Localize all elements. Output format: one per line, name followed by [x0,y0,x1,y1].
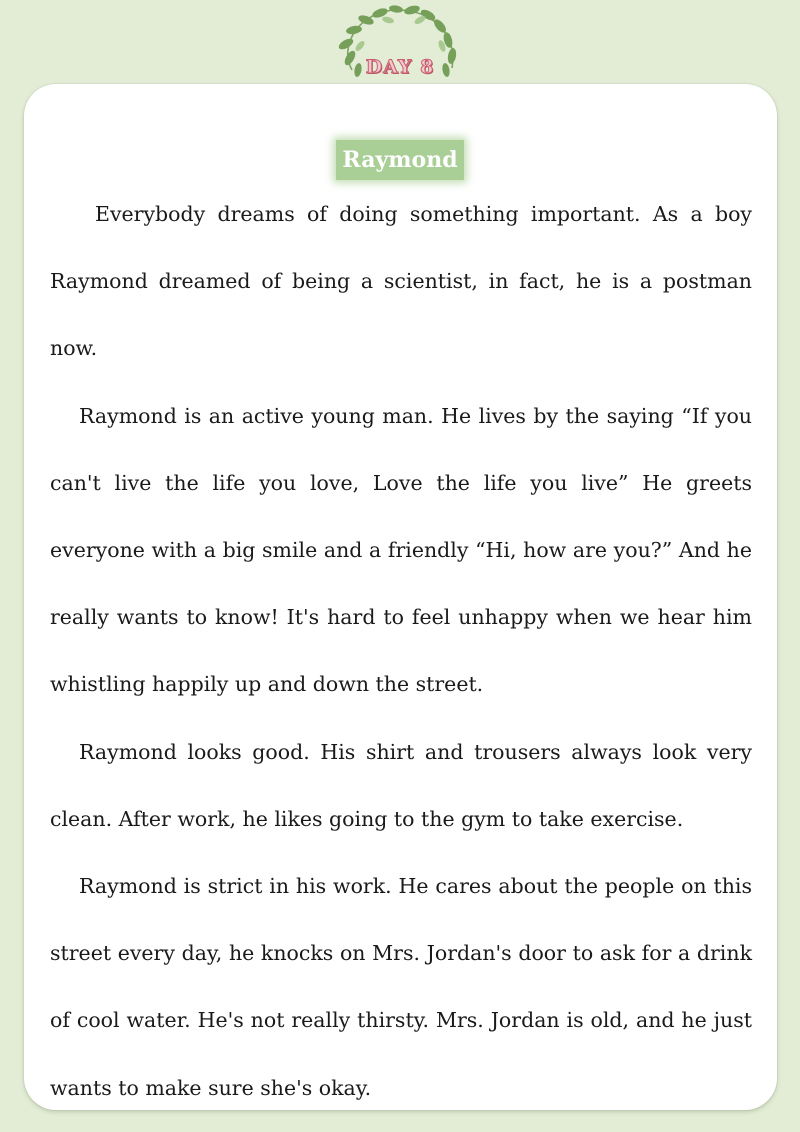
story-body [50,181,752,1122]
day-badge [330,0,470,90]
day-label: DAY 8 [365,56,435,78]
story-paragraph: Raymond is an active young man. He lives by the saying “If you can't live the life you love, Love the life you live” He greets everyone with a big smile and a friendly “Hi, how are you?” And he really wants to know! It's hard to feel unhappy when we hear him whistling happily up and down the street. [50,403,752,697]
story-paragraph: Raymond is strict in his work. He cares about the people on this street every day, he knocks on Mrs. Jordan's door to ask for a drink of cool water. He's not really thirsty. Mrs. Jordan is old, and he just wants to make sure she's okay. [50,874,752,1100]
title-wrapper [0,140,800,180]
story-title: Raymond [336,140,463,180]
story-paragraph: Everybody dreams of doing something important. As a boy Raymond dreamed of being a scientist, in fact, he is a postman now. [50,202,752,361]
story-paragraph: Raymond looks good. His shirt and trousers always look very clean. After work, he likes going to the gym to take exercise. [50,739,752,831]
